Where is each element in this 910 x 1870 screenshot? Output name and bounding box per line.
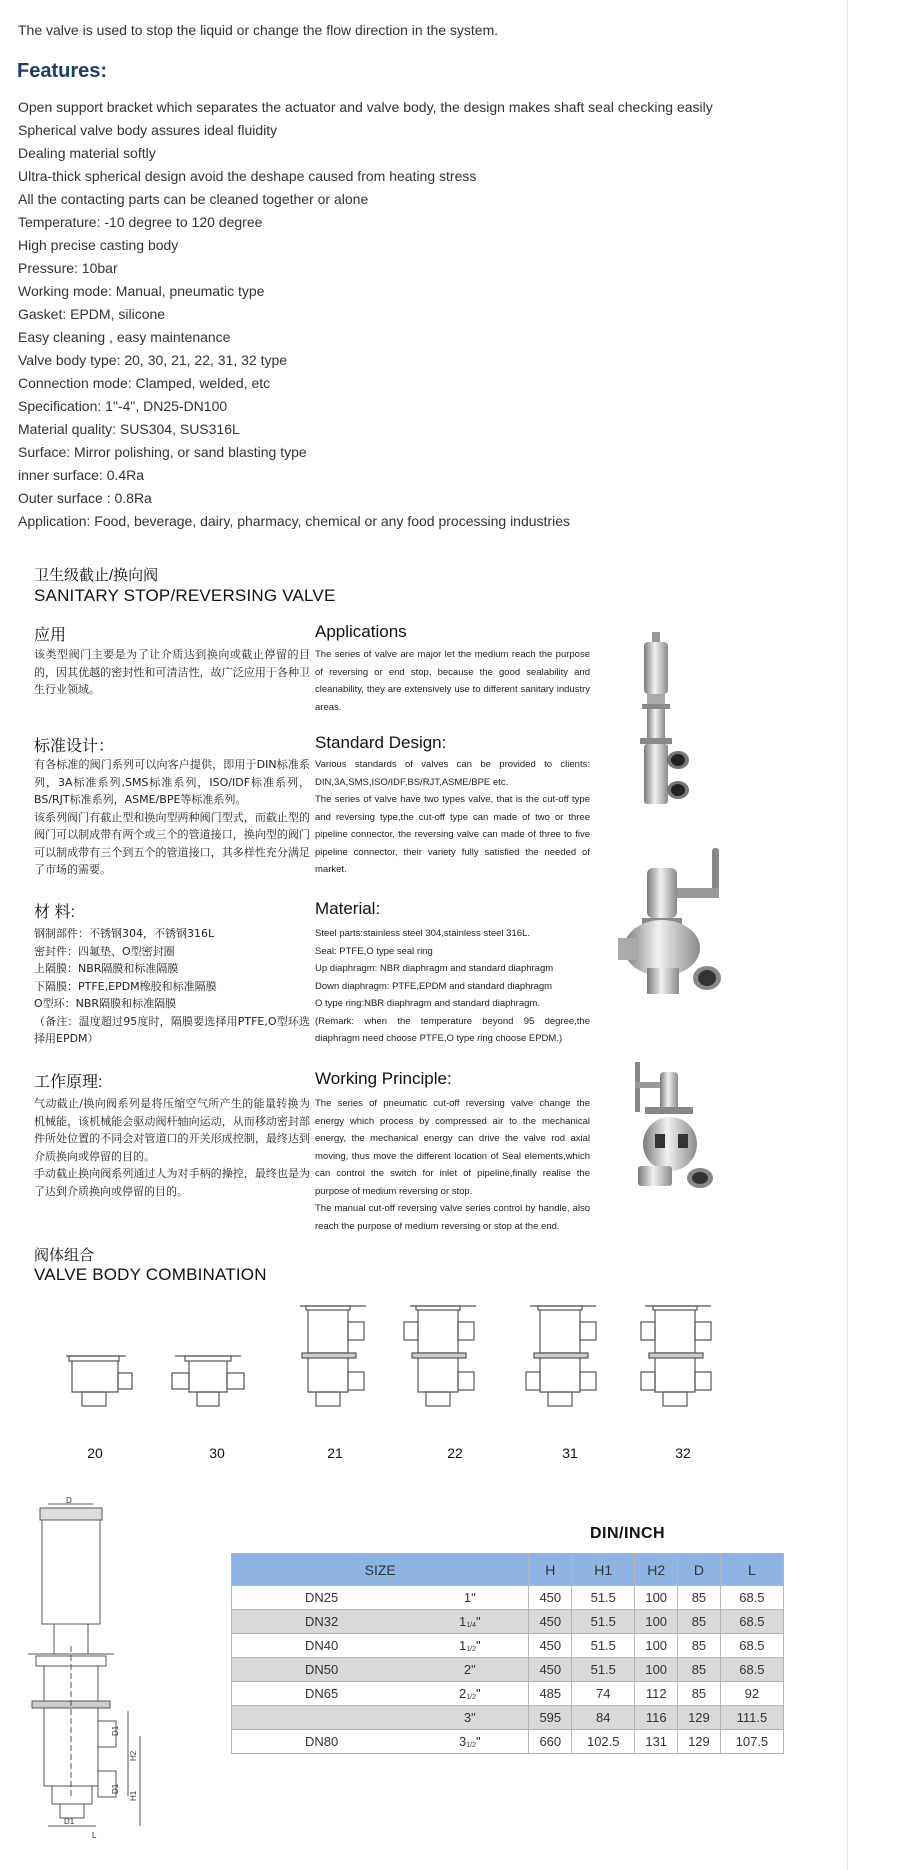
cell-inch-fraction: 1/2: [466, 1646, 477, 1653]
cell-h2: 112: [635, 1682, 678, 1706]
material-line-cn: 下隔膜：PTFE,EPDM橡胶和标准隔膜: [34, 979, 217, 993]
table-row: [232, 1706, 784, 1730]
feature-item: Connection mode: Clamped, welded, etc: [18, 375, 271, 391]
combination-label-32: 32: [675, 1445, 691, 1461]
cell-h: 485: [529, 1682, 572, 1706]
applications-heading-en: Applications: [315, 622, 407, 641]
cell-d: 85: [678, 1610, 721, 1634]
cell-d: 85: [678, 1682, 721, 1706]
working-heading-en: Working Principle:: [315, 1069, 452, 1088]
table-row: [232, 1682, 784, 1706]
material-line-cn: O型环：NBR隔膜和标准隔膜: [34, 997, 177, 1010]
catalog-title-en: SANITARY STOP/REVERSING VALVE: [34, 586, 336, 605]
material-line-cn: 密封件：四氟垫、O型密封圈: [34, 944, 175, 958]
cell-dn: DN40: [232, 1634, 412, 1658]
feature-item: Gasket: EPDM, silicone: [18, 306, 166, 322]
cell-inch-mark: ": [476, 1614, 481, 1629]
features-list: [18, 97, 713, 534]
applications-text-en: The series of valve are major let the medium reach the purpose of reversing or end stop, because the good sealability and cleanability, they are extensively use to different sanitary industry areas.: [315, 649, 590, 713]
feature-item: Spherical valve body assures ideal fluidity: [18, 122, 278, 138]
standard-text-cn-1: 有各标准的阀门系列可以向客户提供，即用于DIN标准系列，3A标准系列,SMS标准系列，ISO/IDF标准系列，BS/RJT标准系列，ASME/BPE等标准系列。: [34, 758, 310, 806]
feature-item: Working mode: Manual, pneumatic type: [18, 283, 265, 299]
cell-inch: [411, 1610, 529, 1634]
feature-item: All the contacting parts can be cleaned together or alone: [18, 191, 369, 207]
cell-inch: [411, 1658, 529, 1682]
working-text-en: [315, 1095, 590, 1235]
working-text-cn-2: 手动截止换向阀系列通过人为对手柄的操控，最终也是为了达到介质换向或停留的目的。: [34, 1167, 310, 1198]
cell-inch-value: 3: [459, 1734, 467, 1749]
material-line-cn: 上隔膜：NBR隔膜和标准隔膜: [34, 962, 179, 975]
cell-inch-value: 2": [463, 1662, 476, 1677]
cell-d: 85: [678, 1658, 721, 1682]
feature-item: Application: Food, beverage, dairy, pharmacy, chemical or any food processing industries: [18, 513, 570, 529]
cell-inch-value: 1: [459, 1638, 467, 1653]
cell-inch-fraction: 1/2: [466, 1694, 477, 1701]
cell-h2: 100: [635, 1658, 678, 1682]
cell-inch-fraction: 1/4: [466, 1622, 477, 1629]
drawing-label-h2: H2: [129, 1750, 138, 1761]
cell-inch-mark: ": [476, 1686, 481, 1701]
cell-h2: 100: [635, 1586, 678, 1610]
combination-title-cn: 阀体组合: [34, 1247, 95, 1264]
cell-h: 450: [529, 1610, 572, 1634]
cell-h2: 100: [635, 1634, 678, 1658]
feature-item: Valve body type: 20, 30, 21, 22, 31, 32 type: [18, 352, 288, 368]
feature-item: Ultra-thick spherical design avoid the deshape caused from heating stress: [18, 168, 477, 184]
cell-l: 68.5: [720, 1658, 783, 1682]
cell-inch-value: 1": [463, 1590, 476, 1605]
table-row: [232, 1658, 784, 1682]
drawing-label-d1-lower: D1: [111, 1783, 120, 1794]
table-row: [232, 1730, 784, 1754]
cell-d: 85: [678, 1586, 721, 1610]
cell-h2: 100: [635, 1610, 678, 1634]
standard-text-en-2: The series of valve have two types valve, that is the cut-off type and reversing type,the cut-off type can made of two or three pipeline connector, the reversing valve can made of three to five pipeline connector, their variety fully satisfied the needed of market.: [315, 794, 590, 875]
cell-h1: 51.5: [572, 1658, 635, 1682]
catalog-title-cn: 卫生级截止/换向阀: [34, 567, 159, 584]
feature-item: Dealing material softly: [18, 145, 156, 161]
spec-table-body: [232, 1586, 784, 1754]
combination-label-20: 20: [87, 1445, 103, 1461]
cell-dn: DN32: [232, 1610, 412, 1634]
feature-item: Open support bracket which separates the actuator and valve body, the design makes shaft seal checking easily: [18, 99, 713, 115]
material-line-en: Down diaphragm: PTFE,EPDM and standard diaphragm: [315, 980, 553, 992]
cell-l: 92: [720, 1682, 783, 1706]
drawing-label-d1-bottom: D1: [64, 1817, 75, 1826]
features-title: Features:: [17, 60, 108, 82]
standard-text-en: [315, 756, 590, 879]
standard-heading-en: Standard Design:: [315, 733, 447, 752]
cell-dn: DN65: [232, 1682, 412, 1706]
material-line-cn: （备注：温度超过95度时，隔膜要选择用PTFE,O型环选择用EPDM）: [34, 1014, 310, 1045]
header-size: SIZE: [232, 1554, 529, 1586]
cell-inch-mark: ": [476, 1734, 481, 1749]
cell-h1: 84: [572, 1706, 635, 1730]
feature-item: Material quality: SUS304, SUS316L: [18, 421, 240, 437]
cell-d: 85: [678, 1634, 721, 1658]
combination-label-22: 22: [447, 1445, 463, 1461]
combination-label-31: 31: [562, 1445, 578, 1461]
valve-body-31-drawing: [526, 1306, 596, 1406]
feature-item: Pressure: 10bar: [18, 260, 118, 276]
valve-body-22-drawing: [404, 1306, 476, 1406]
cell-h: 450: [529, 1658, 572, 1682]
standard-text-en-1: Various standards of valves can be provided to clients: DIN,3A,SMS,ISO/IDF,BS/RJT,ASME/BPE etc.: [315, 759, 590, 788]
cell-h1: 74: [572, 1682, 635, 1706]
working-text-cn-1: 气动截止/换向阀系列是将压缩空气所产生的能量转换为机械能，该机械能会驱动阀杆轴向运动，从而移动密封部件所处位置的不同会对管道口的开关形成控制，最终达到介质换向或停留的目的。: [34, 1097, 310, 1163]
material-text-en: [315, 925, 590, 1048]
header-h: H: [529, 1554, 572, 1586]
standard-text-cn-2: 该系列阀门有截止型和换向型两种阀门型式，而截止型的阀门可以制成带有两个或三个的管道接口，换向型的阀门可以制成带有三个到五个的管道接口，其多样性充分满足了市场的需要。: [34, 810, 310, 876]
header-h1: H1: [572, 1554, 635, 1586]
valve-dimension-drawing: [18, 1496, 168, 1842]
drawing-label-l: L: [92, 1831, 97, 1840]
cell-h2: 116: [635, 1706, 678, 1730]
feature-item: Surface: Mirror polishing, or sand blasting type: [18, 444, 307, 460]
cell-l: 111.5: [720, 1706, 783, 1730]
cell-inch: [411, 1706, 529, 1730]
cell-l: 68.5: [720, 1586, 783, 1610]
spec-table: [231, 1553, 784, 1754]
feature-item: Outer surface : 0.8Ra: [18, 490, 152, 506]
cell-h1: 102.5: [572, 1730, 635, 1754]
combination-label-30: 30: [209, 1445, 225, 1461]
cell-inch-value: 3": [463, 1710, 476, 1725]
valve-body-30-drawing: [172, 1356, 244, 1406]
header-h2: H2: [635, 1554, 678, 1586]
standard-text-cn: [34, 756, 310, 879]
feature-item: Temperature: -10 degree to 120 degree: [18, 214, 263, 230]
feature-item: Specification: 1"-4", DN25-DN100: [18, 398, 228, 414]
feature-item: inner surface: 0.4Ra: [18, 467, 145, 483]
combination-label-21: 21: [327, 1445, 343, 1461]
cell-h: 595: [529, 1706, 572, 1730]
cell-l: 68.5: [720, 1610, 783, 1634]
cell-dn: DN80: [232, 1730, 412, 1754]
drawing-label-d1-upper: D1: [111, 1725, 120, 1736]
applications-heading-cn: 应用: [34, 627, 67, 644]
spec-table-title: DIN/INCH: [590, 1525, 666, 1542]
working-text-en-2: The manual cut-off reversing valve series control by handle, also reach the purpose of medium reversing or stop at the end.: [315, 1203, 590, 1232]
manual-valve-photo: [612, 848, 737, 998]
cell-inch-value: 2: [459, 1686, 467, 1701]
cell-dn: DN50: [232, 1658, 412, 1682]
cell-l: 68.5: [720, 1634, 783, 1658]
cell-h1: 51.5: [572, 1586, 635, 1610]
working-text-cn: [34, 1095, 310, 1200]
material-text-cn: [34, 925, 310, 1048]
pneumatic-valve-photo: [630, 632, 690, 807]
applications-text-cn: 该类型阀门主要是为了让介质达到换向或截止停留的目的，因其优越的密封性和可清洁性，故广泛应用于各种卫生行业领域。: [34, 648, 310, 696]
cell-h: 450: [529, 1634, 572, 1658]
cell-h2: 131: [635, 1730, 678, 1754]
reversing-valve-photo: [630, 1062, 720, 1192]
header-l: L: [720, 1554, 783, 1586]
header-d: D: [678, 1554, 721, 1586]
cell-h1: 51.5: [572, 1610, 635, 1634]
cell-inch: [411, 1634, 529, 1658]
combination-title-en: VALVE BODY COMBINATION: [34, 1265, 267, 1284]
working-text-en-1: The series of pneumatic cut-off reversing valve change the energy which process by compressed air to the mechanical energy, the mechanical energy can drive the valve rod axial moving, thus move the different location of Seal elements,which can control the switch for inlet of pipeline,finally realise the purpose of medium reversing or stop.: [315, 1098, 590, 1197]
valve-body-32-drawing: [641, 1306, 711, 1406]
cell-dn: [232, 1706, 412, 1730]
cell-h: 660: [529, 1730, 572, 1754]
cell-inch-mark: ": [476, 1638, 481, 1653]
table-row: [232, 1634, 784, 1658]
standard-heading-cn: 标准设计：: [34, 738, 115, 755]
spec-table-header-row: [232, 1554, 784, 1586]
material-line-en: Steel parts:stainless steel 304,stainless steel 316L.: [315, 928, 530, 939]
cell-inch-value: 1: [459, 1614, 467, 1629]
drawing-label-d: D: [66, 1496, 72, 1505]
material-line-en: Up diaphragm: NBR diaphragm and standard diaphragm: [315, 963, 554, 974]
drawing-label-h1: H1: [129, 1790, 138, 1801]
cell-d: 129: [678, 1706, 721, 1730]
cell-d: 129: [678, 1730, 721, 1754]
material-heading-en: Material:: [315, 899, 381, 918]
cell-l: 107.5: [720, 1730, 783, 1754]
material-line-cn: 钢制部件：不锈钢304，不锈钢316L: [34, 927, 215, 940]
table-row: [232, 1610, 784, 1634]
valve-body-21-drawing: [300, 1306, 366, 1406]
table-row: [232, 1586, 784, 1610]
material-heading-cn: 材 料:: [34, 904, 75, 921]
feature-item: High precise casting body: [18, 237, 179, 253]
material-line-en: (Remark: when the temperature beyond 95 degree,the diaphragm need choose PTFE,O type ring choose EPDM.): [315, 1015, 590, 1044]
cell-dn: DN25: [232, 1586, 412, 1610]
working-heading-cn: 工作原理:: [34, 1074, 103, 1091]
intro-text: The valve is used to stop the liquid or change the flow direction in the system.: [18, 22, 499, 38]
material-line-en: Seal: PTFE,O type seal ring: [315, 945, 433, 957]
cell-h1: 51.5: [572, 1634, 635, 1658]
cell-inch-fraction: 1/2: [466, 1742, 477, 1749]
content-right-border: [847, 0, 848, 1870]
cell-inch: [411, 1586, 529, 1610]
cell-h: 450: [529, 1586, 572, 1610]
valve-body-combination-drawing: [60, 1300, 740, 1430]
feature-item: Easy cleaning , easy maintenance: [18, 329, 231, 345]
material-line-en: O type ring:NBR diaphragm and standard diaphragm.: [315, 998, 540, 1009]
valve-body-20-drawing: [66, 1356, 132, 1406]
cell-inch: [411, 1682, 529, 1706]
cell-inch: [411, 1730, 529, 1754]
